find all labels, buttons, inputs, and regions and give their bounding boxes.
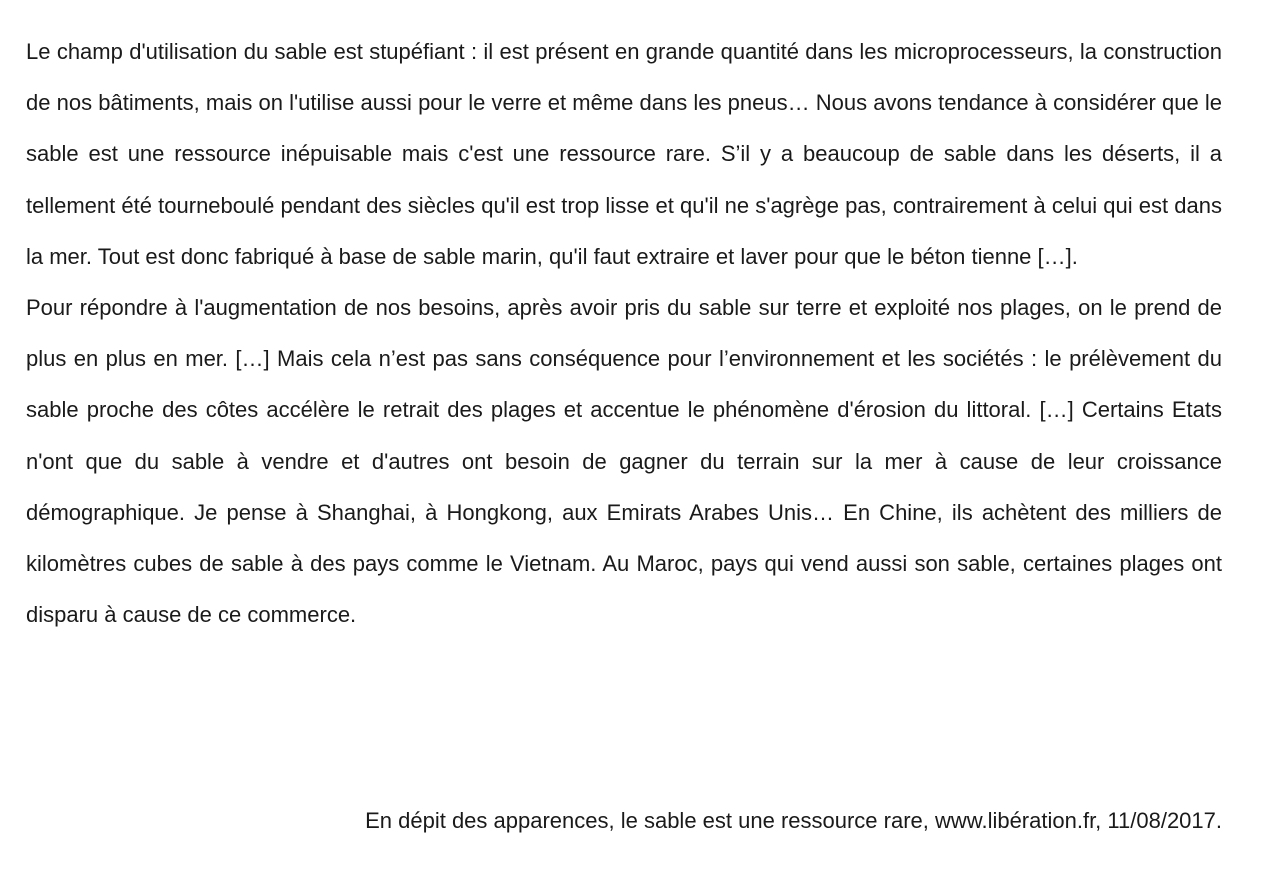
- paragraph-1: Le champ d'utilisation du sable est stupéfiant : il est présent en grande quantité dans les microprocesseurs, la construction de nos bâtiments, mais on l'utilise aussi pour le verre et même dans les pneus… Nous avons tendance à considérer que le sable est une ressource inépuisable mais c'est une ressource rare. S’il y a beaucoup de sable dans les déserts, il a tellement été tourneboulé pendant des siècles qu'il est trop lisse et qu'il ne s'agrège pas, contrairement à celui qui est dans la mer. Tout est donc fabriqué à base de sable marin, qu'il faut extraire et laver pour que le béton tienne […].: [26, 39, 1222, 269]
- document-body: [26, 26, 1222, 640]
- source-citation: En dépit des apparences, le sable est une ressource rare, www.libération.fr, 11/08/2017.: [365, 808, 1222, 833]
- paragraph-2: Pour répondre à l'augmentation de nos besoins, après avoir pris du sable sur terre et exploité nos plages, on le prend de plus en plus en mer. […] Mais cela n’est pas sans conséquence pour l’environnement et les sociétés : le prélèvement du sable proche des côtes accélère le retrait des plages et accentue le phénomène d'érosion du littoral. […] Certains Etats n'ont que du sable à vendre et d'autres ont besoin de gagner du terrain sur la mer à cause de leur croissance démographique. Je pense à Shanghai, à Hongkong, aux Emirats Arabes Unis… En Chine, ils achètent des milliers de kilomètres cubes de sable à des pays comme le Vietnam. Au Maroc, pays qui vend aussi son sable, certaines plages ont disparu à cause de ce commerce.: [26, 295, 1222, 628]
